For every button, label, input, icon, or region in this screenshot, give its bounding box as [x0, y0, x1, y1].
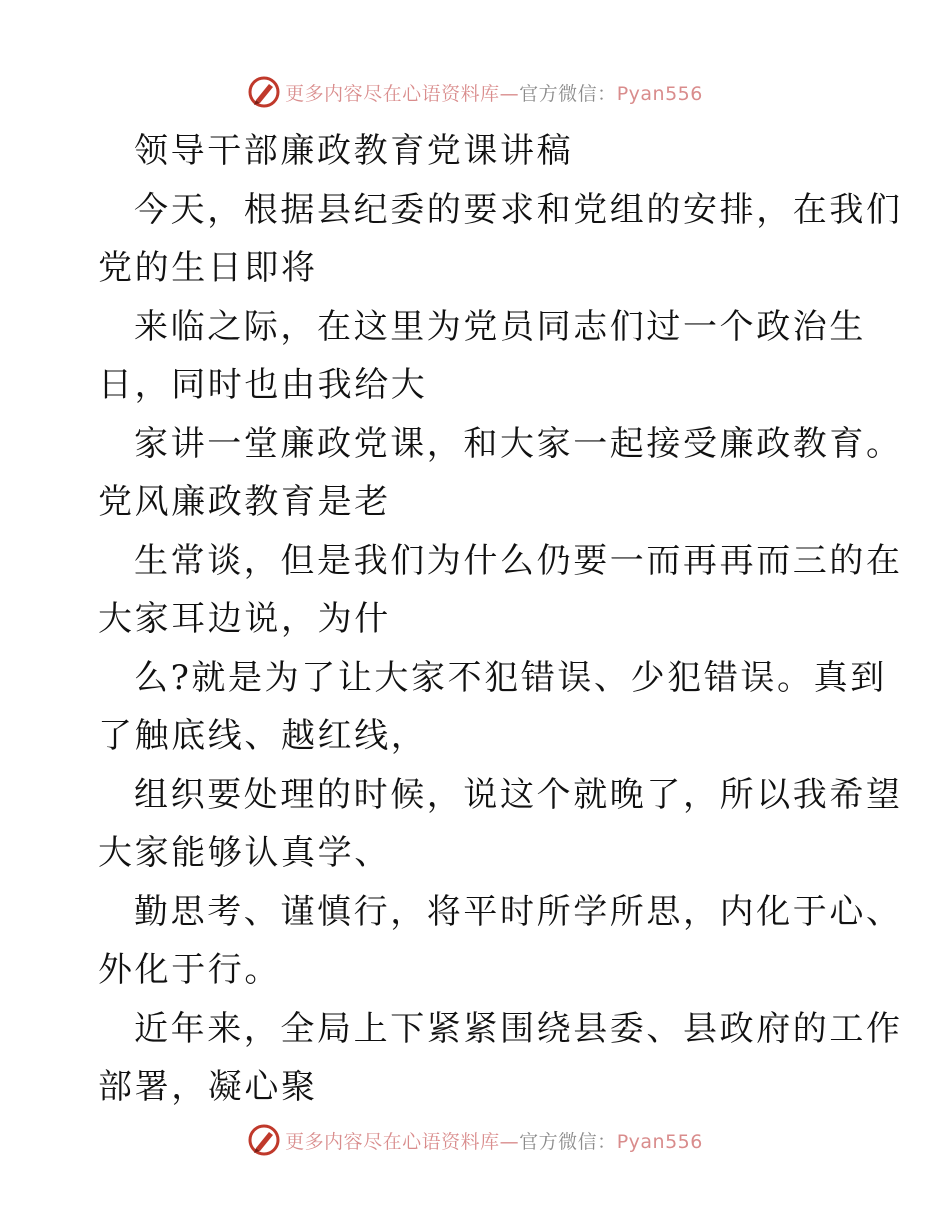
- text-line: 了触底线、越红线，: [98, 716, 428, 756]
- text-line: 生常谈，但是我们为什么仍要一而再再而三的在: [134, 540, 903, 581]
- watermark-text: 更多内容尽在心语资料库—: [285, 1130, 520, 1153]
- watermark-wechat-label: 官方微信：: [519, 1130, 617, 1153]
- document-title: 领导干部廉政教育党课讲稿: [134, 131, 574, 171]
- text-line: 近年来，全局上下紧紧围绕县委、县政府的工作: [134, 1008, 903, 1049]
- text-line: 家讲一堂廉政党课，和大家一起接受廉政教育。: [134, 423, 903, 464]
- text-line: 大家耳边说，为什: [98, 599, 391, 639]
- pen-logo-icon: [247, 75, 281, 109]
- text-line: 么?就是为了让大家不犯错误、少犯错误。真到: [134, 657, 887, 698]
- watermark-wechat-label: 官方微信：: [519, 82, 617, 105]
- text-line: 党的生日即将: [98, 248, 318, 288]
- text-line: 勤思考、谨慎行，将平时所学所思，内化于心、: [134, 891, 903, 932]
- watermark-text: 更多内容尽在心语资料库—: [285, 82, 520, 105]
- header-watermark: [0, 72, 950, 112]
- text-line: 来临之际，在这里为党员同志们过一个政治生: [134, 306, 866, 347]
- footer-watermark: [0, 1120, 950, 1160]
- text-line: 组织要处理的时候，说这个就晚了，所以我希望: [134, 774, 903, 815]
- text-line: 大家能够认真学、: [98, 833, 391, 873]
- text-line: 日，同时也由我给大: [98, 365, 428, 405]
- text-line: 今天，根据县纪委的要求和党组的安排，在我们: [134, 189, 903, 230]
- pen-logo-icon: [247, 1123, 281, 1157]
- text-line: 外化于行。: [98, 950, 281, 990]
- text-line: 党风廉政教育是老: [98, 482, 391, 522]
- document-body: [98, 122, 903, 1117]
- text-line: 部署，凝心聚: [98, 1067, 318, 1107]
- watermark-wechat-id: Pyan556: [616, 1130, 703, 1153]
- watermark-wechat-id: Pyan556: [616, 82, 703, 105]
